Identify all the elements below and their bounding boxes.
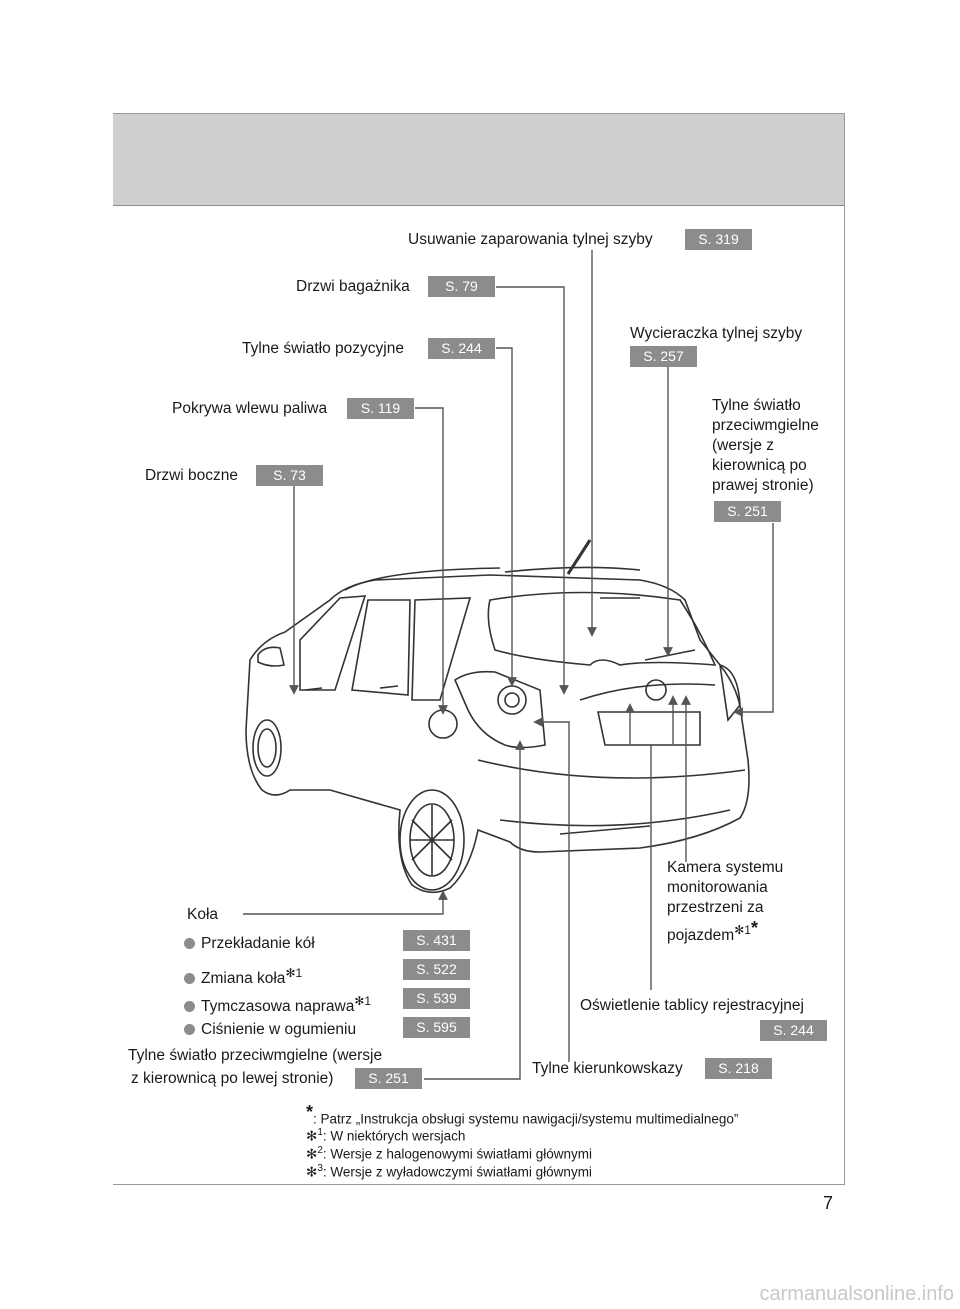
- wheels-item-repair: Tymczasowa naprawa$^{✻1}$: [184, 991, 371, 1017]
- plate-light-label: Oświetlenie tablicy rejestracyjnej: [580, 997, 804, 1014]
- tail-light-page-badge[interactable]: S. 244: [428, 338, 495, 359]
- back-door-label: Drzwi bagażnika: [296, 278, 410, 295]
- bullet-icon: [184, 973, 195, 984]
- side-doors-page-badge[interactable]: S. 73: [256, 465, 323, 486]
- wheels-item-pressure: Ciśnienie w ogumieniu: [184, 1020, 356, 1040]
- rear-defogger-label: Usuwanie zaparowania tylnej szyby: [408, 231, 653, 248]
- wheels-title: Koła: [187, 906, 219, 923]
- bullet-icon: [184, 938, 195, 949]
- rear-camera-label: Kamera systemu monitorowania przestrzeni za pojazdem$^{✻1*}$: [667, 859, 784, 945]
- turn-signals-page-badge[interactable]: S. 218: [705, 1058, 772, 1079]
- bullet-icon: [184, 1001, 195, 1012]
- rear-defogger-page-badge[interactable]: S. 319: [685, 229, 752, 250]
- rear-wiper-page-badge[interactable]: S. 257: [630, 346, 697, 367]
- wheels-item-change: Zmiana koła$^{✻1}$: [184, 963, 302, 989]
- watermark: carmanualsonline.info: [759, 1283, 954, 1305]
- wheels-rotation-page-badge[interactable]: S. 431: [403, 930, 470, 951]
- side-doors-label: Drzwi boczne: [145, 467, 239, 484]
- wheels-repair-page-badge[interactable]: S. 539: [403, 988, 470, 1009]
- bottom-rule: [113, 1184, 845, 1185]
- bullet-icon: [184, 1024, 195, 1035]
- wheels-pressure-page-badge[interactable]: S. 595: [403, 1017, 470, 1038]
- fuel-door-page-badge[interactable]: S. 119: [347, 398, 414, 419]
- rear-fog-rhd-page-badge[interactable]: S. 251: [714, 501, 781, 522]
- back-door-page-badge[interactable]: S. 79: [428, 276, 495, 297]
- footnote-1: ✻$^1$: W niektórych wersjach: [306, 1127, 466, 1144]
- footnote-star: *: Patrz „Instrukcja obsługi systemu nawigacji/systemu multimedialnego”: [306, 1102, 739, 1127]
- footnote-2: ✻$^2$: Wersje z halogenowymi światłami głównymi: [306, 1145, 592, 1162]
- wheels-change-page-badge[interactable]: S. 522: [403, 959, 470, 980]
- rear-camera-star: *: [750, 918, 758, 938]
- footnote-3: ✻$^3$: Wersje z wyładowczymi światłami głównymi: [306, 1163, 592, 1180]
- tail-light-label: Tylne światło pozycyjne: [242, 340, 404, 357]
- plate-light-page-badge[interactable]: S. 244: [760, 1020, 827, 1041]
- turn-signals-label: Tylne kierunkowskazy: [532, 1060, 683, 1077]
- rear-fog-lhd-page-badge[interactable]: S. 251: [355, 1068, 422, 1089]
- wheels-item-rotation: Przekładanie kół: [184, 934, 315, 954]
- rear-fog-lhd-label-line1: Tylne światło przeciwmgielne (wersje: [128, 1047, 383, 1064]
- rear-wiper-label: Wycieraczka tylnej szyby: [630, 325, 803, 342]
- rear-camera-note-mark: ✻1: [734, 923, 751, 937]
- rear-fog-rhd-label: Tylne światło przeciwmgielne (wersje z kierownicą po prawej stronie): [712, 397, 819, 494]
- page-number: 7: [823, 1193, 834, 1213]
- fuel-door-label: Pokrywa wlewu paliwa: [172, 400, 328, 417]
- rear-fog-lhd-label-line2: z kierownicą po lewej stronie): [131, 1070, 334, 1087]
